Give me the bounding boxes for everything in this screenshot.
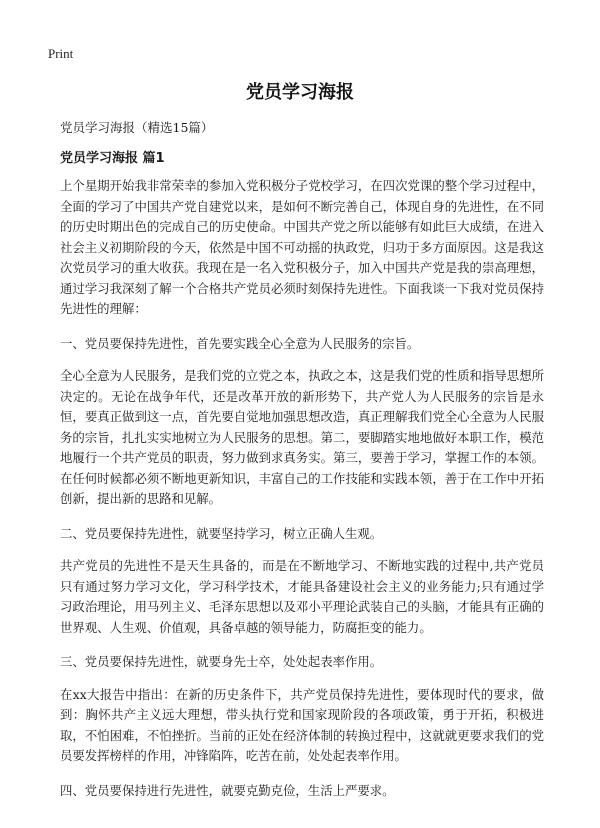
paragraph-section-1: 全心全意为人民服务，是我们党的立党之本，执政之本，这是我们党的性质和指导思想所决定的。无论在战争年代，还是改革开放的新形势下，共产党人为人民服务的宗旨是永恒，要真正做到这一点，首先要自觉地加强思想改造，真正理解我们党全心全意为人民服务的宗旨，扎扎实实地树立为人民服务的思想。第二，要脚踏实地地做好本职工作，模范地履行一个共产党员的职责，努力做到求真务实。第三，要善于学习，掌握工作的本领。在任何时候都必须不断地更新知识，丰富自己的工作技能和实践本领，善于在工作中开拓创新，提出新的思路和见解。 [60,368,544,506]
section-heading-2: 二、党员要保持先进性，就要坚持学习，树立正确人生观。 [60,525,383,541]
article-heading: 党员学习海报 篇1 [60,151,165,166]
print-link[interactable]: Print [48,46,74,61]
section-heading-3: 三、党员要保持先进性，就要身先士卒，处处起表率作用。 [60,654,383,669]
paragraph-intro: 上个星期开始我非常荣幸的参加入党积极分子党校学习，在四次党课的整个学习过程中，全面的学习了中国共产党自建党以来，是如何不断完善自己，体现自身的先进性，在不同的历史时期出色的完成自己的历史使命。中国共产党之所以能够有如此巨大成绩，在进入社会主义初期阶段的今天，依然是中国不可动摇的执政党，归功于多方面原因。这是我这次党员学习的重大收获。我现在是一名入党积极分子，加入中国共产党是我的崇高理想，通过学习我深刻了解一个合格共产党员必须时刻保持先进性。下面我谈一下我对党员保持先进性的理解： [60,178,544,316]
section-heading-1: 一、党员要保持先进性，首先要实践全心全意为人民服务的宗旨。 [60,335,420,351]
section-heading-4: 四、党员要保持进行先进性，就要克勤克俭，生活上严要求。 [60,782,395,798]
paragraph-section-2: 共产党员的先进性不是天生具备的，而是在不断地学习、不断地实践的过程中,共产党员只有通过努力学习文化，学习科学技术，才能具备建设社会主义的业务能力;只有通过学习政治理论，用马列主义、毛泽东思想以及邓小平理论武装自己的头脑，才能具有正确的世界观、人生观、价值观，具备卓越的领导能力，防腐拒变的能力。 [60,558,544,635]
page-title: 党员学习海报 [246,82,354,103]
paragraph-section-3: 在xx大报告中指出：在新的历史条件下，共产党员保持先进性，要体现时代的要求，做到：胸怀共产主义远大理想，带头执行党和国家现阶段的各项政策，勇于开拓，积极进取，不怕困难，不怕挫折。当前的正处在经济体制的转换过程中，这就就更要求我们的党员要发挥榜样的作用，冲锋陷阵，吃苦在前，处处起表率作用。 [60,686,544,763]
article-body [60,118,544,813]
article-subtitle: 党员学习海报（精选15篇） [60,120,214,135]
